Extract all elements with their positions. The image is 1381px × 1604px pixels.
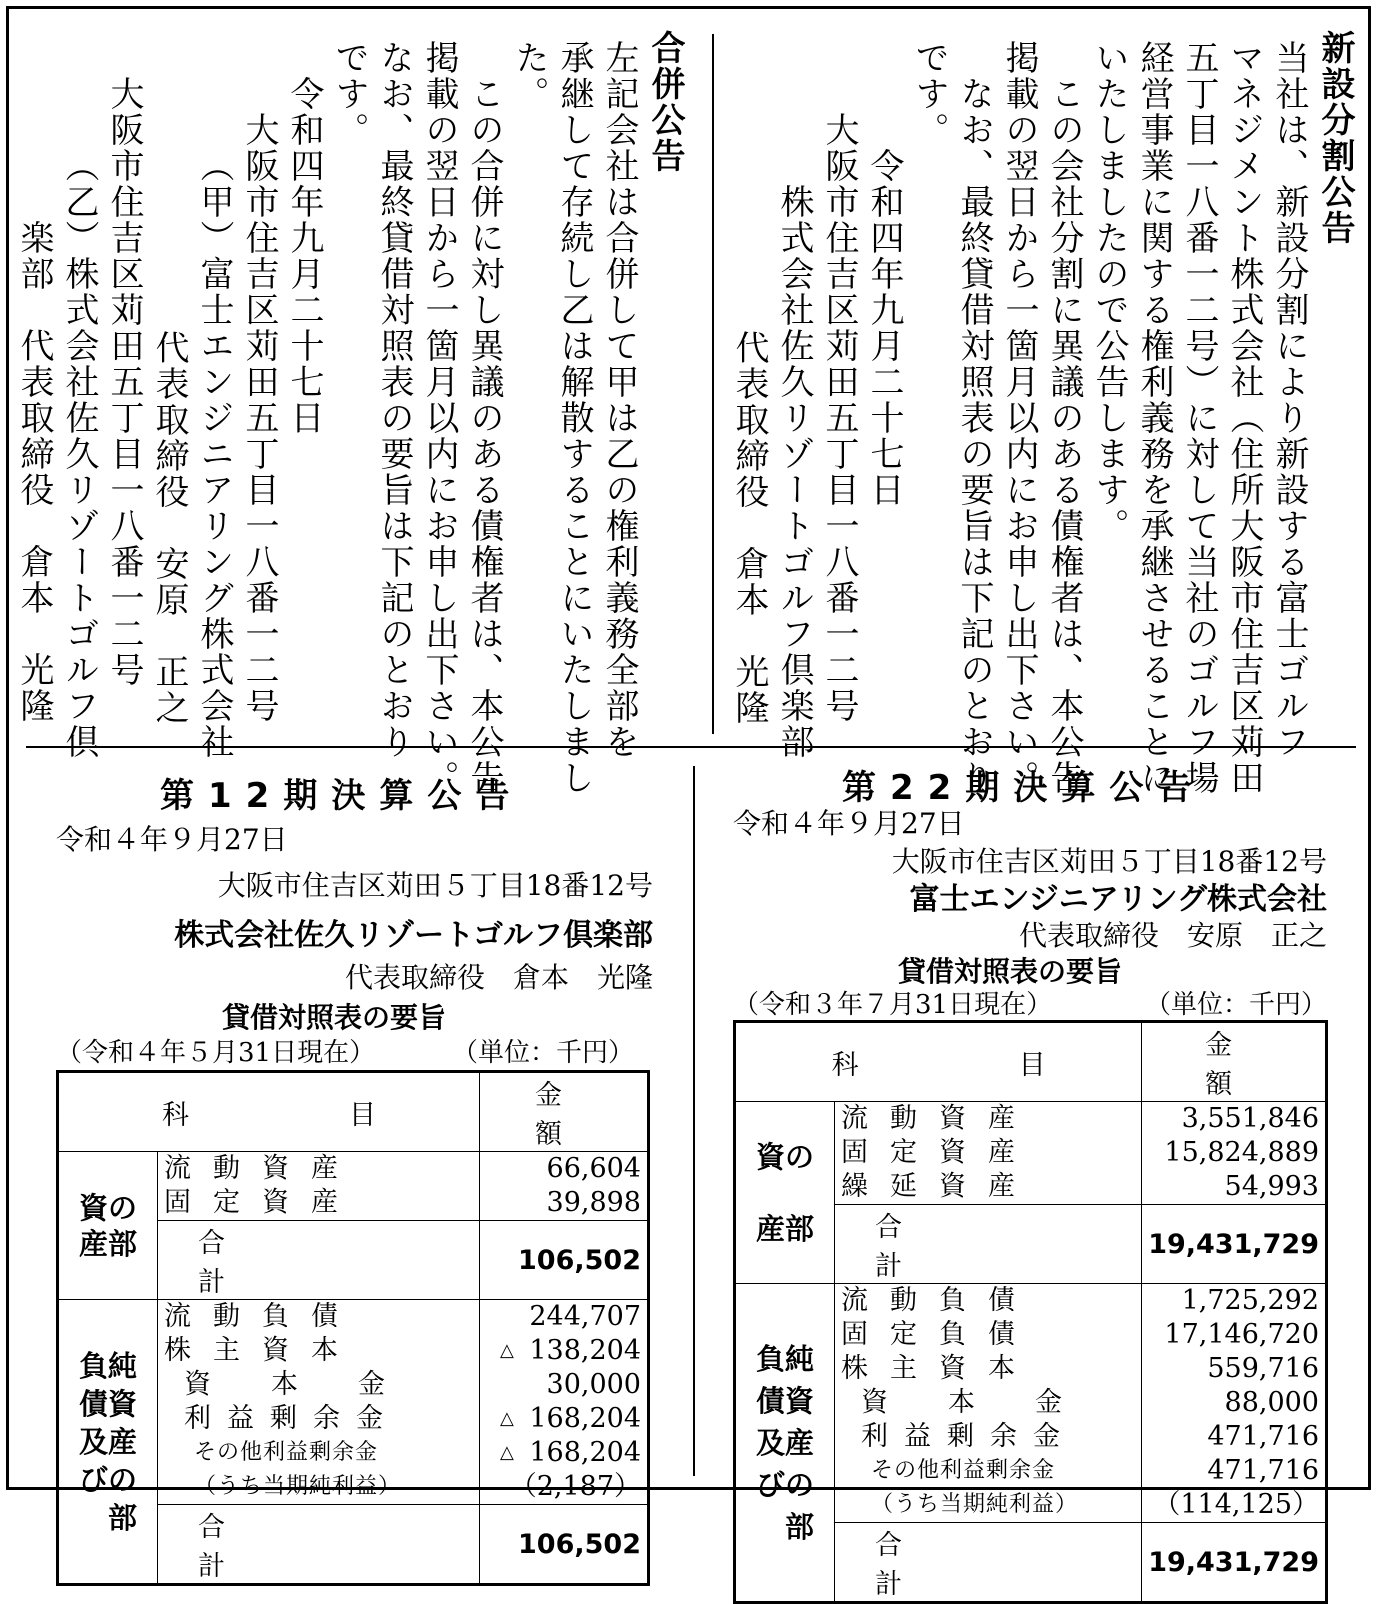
fs12-liab-value: （2,187）	[509, 1471, 641, 1502]
fs22-liab-item: その他利益剰余金	[871, 1458, 1056, 1483]
fs12-liab-item: その他利益剰余金	[194, 1440, 379, 1465]
split-notice-body-3: 五丁目一八番一二号）に対して当社のゴルフ場	[1179, 40, 1219, 796]
fs22-asset-value: 3,551,846	[1181, 1103, 1319, 1134]
merger-notice-body-7: です。	[329, 40, 369, 148]
split-notice-body-5: いたしましたので公告します。	[1089, 40, 1129, 544]
split-notice-company: 株式会社佐久リゾートゴルフ倶楽部	[774, 184, 814, 760]
merger-notice-date: 令和四年九月二十七日	[284, 76, 324, 436]
fs22-liab-item: 資本金	[861, 1387, 1122, 1418]
fs22-liab-item: 固定負債	[841, 1319, 1037, 1350]
fs12-liab-value-row	[486, 1470, 641, 1504]
merger-notice-body-3: た。	[509, 40, 549, 112]
split-notice-body-8: なお、最終貸借対照表の要旨は下記のとおり	[954, 76, 994, 796]
fs12-liab-amounts	[480, 1300, 649, 1505]
merger-kou-company: （甲）富士エンジニアリング株式会社	[194, 148, 234, 760]
fs22-liab-item: 利益剰余金	[861, 1421, 1076, 1452]
fs22-hdr-item-1: 科	[831, 1049, 859, 1081]
fs22-assets-label: 資の 産部	[735, 1102, 835, 1284]
bottom-column-divider	[693, 766, 695, 1476]
fs22-liab-total-label: 合計	[835, 1523, 1142, 1603]
fs12-liab-label: 負純 債資 及産 びの 部	[58, 1300, 158, 1585]
fs22-liab-value: 471,716	[1207, 1455, 1319, 1486]
fs22-liab-item: 株主資本	[841, 1353, 1037, 1384]
fs12-hdr-item-2: 目	[349, 1099, 376, 1131]
fs22-header-row	[735, 1022, 1327, 1102]
split-notice-body-6: この会社分割に異議のある債権者は、本公告	[1044, 76, 1084, 796]
fs22-header-amount: 金 額	[1142, 1022, 1327, 1102]
fs12-assets-label: 資の 産部	[58, 1152, 158, 1300]
fs12-liab-value-row	[486, 1300, 641, 1334]
fs22-address: 大阪市住吉区苅田５丁目18番12号	[891, 845, 1327, 878]
fs22-company: 富士エンジニアリング株式会社	[909, 882, 1327, 917]
triangle-icon: △	[500, 1442, 514, 1463]
merger-notice-body-4: この合併に対し異議のある債権者は、本公告	[464, 76, 504, 796]
fs12-hdr-item-1: 科	[162, 1099, 189, 1131]
merger-notice-title: 合併公告	[645, 30, 685, 174]
merger-notice-body-6: なお、最終貸借対照表の要旨は下記のとおり	[374, 40, 414, 760]
fs12-assets-rows	[58, 1152, 649, 1221]
fs12-company: 株式会社佐久リゾートゴルフ倶楽部	[174, 918, 653, 953]
fs22-bs-title: 貸借対照表の要旨	[898, 955, 1123, 988]
split-notice-title: 新設分割公告	[1315, 30, 1355, 246]
fs22-rep: 代表取締役 安原 正之	[1018, 919, 1327, 952]
fs22-asset-value: 54,993	[1224, 1171, 1319, 1202]
fs22-asset-item: 固定資産	[841, 1137, 1037, 1168]
fs22-liab-value: 559,716	[1207, 1353, 1319, 1384]
fs12-liab-value: 30,000	[546, 1369, 641, 1400]
fs12-liab-value: 168,204	[529, 1403, 641, 1434]
merger-notice-body-2: 承継して存続し乙は解散することにいたしまし	[554, 40, 594, 796]
fs12-liab-value: 244,707	[529, 1301, 641, 1332]
fs12-asset-items	[158, 1152, 480, 1221]
fs22-liab-items	[835, 1284, 1142, 1523]
merger-otsu-address: 大阪市住吉区苅田五丁目一八番一二号	[104, 76, 144, 688]
fs22-asset-item: 繰延資産	[841, 1171, 1037, 1202]
fs12-liab-rows	[58, 1300, 649, 1505]
fs22-asset-item: 流動資産	[841, 1103, 1037, 1134]
fs12-header-item	[58, 1072, 480, 1152]
fs12-liab-value-row	[486, 1402, 641, 1436]
fs12-asset-item: 固定資産	[164, 1187, 360, 1218]
fs12-asset-value: 66,604	[546, 1153, 641, 1184]
merger-otsu-rep: 楽部 代表取締役 倉本 光隆	[14, 220, 54, 724]
fs22-liab-value: 1,725,292	[1181, 1285, 1319, 1316]
fs12-header-row	[58, 1072, 649, 1152]
triangle-icon: △	[500, 1340, 514, 1361]
fs12-liab-value-row	[486, 1334, 641, 1368]
fs12-liab-value: 138,204	[529, 1335, 641, 1366]
fs12-liab-value: 168,204	[529, 1437, 641, 1468]
fs12-date: 令和４年９月27日	[56, 823, 288, 856]
fs22-liab-value: 88,000	[1224, 1387, 1319, 1418]
merger-otsu-company: （乙）株式会社佐久リゾートゴルフ倶	[59, 148, 99, 760]
split-notice-body-1: 当社は、新設分割により新設する富士ゴルフ	[1269, 40, 1309, 760]
fs12-liab-item: 利益剰余金	[184, 1403, 399, 1434]
merger-notice-body-5: 掲載の翌日から一箇月以内にお申し出下さい。	[419, 40, 459, 796]
fs12-assets-total: 106,502	[480, 1221, 649, 1300]
split-notice-date: 令和四年九月二十七日	[864, 148, 904, 508]
top-column-divider	[712, 34, 714, 734]
fs12-rep: 代表取締役 倉本 光隆	[344, 961, 653, 994]
triangle-icon: △	[500, 1408, 514, 1429]
fs12-liab-total-label: 合計	[158, 1505, 480, 1585]
fs12-liab-value-row	[486, 1368, 641, 1402]
fs22-liab-value: 17,146,720	[1164, 1319, 1319, 1350]
fs22-liab-rows	[735, 1284, 1327, 1523]
fs22-hdr-item-2: 目	[1018, 1049, 1046, 1081]
fs22-asset-items	[835, 1102, 1142, 1205]
fs12-balance-table	[56, 1070, 650, 1586]
fs22-assets-total: 19,431,729	[1142, 1205, 1327, 1284]
fs22-liab-total: 19,431,729	[1142, 1523, 1327, 1603]
fs12-liab-value-row	[486, 1436, 641, 1470]
split-notice-body-2: マネジメント株式会社（住所大阪市住吉区苅田	[1224, 40, 1264, 796]
split-notice-body-4: 経営事業に関する権利義務を承継させることに	[1134, 40, 1174, 796]
fs22-assets-rows	[735, 1102, 1327, 1205]
fs12-liab-item: 資本金	[184, 1369, 445, 1400]
fs22-as-of: （令和３年７月31日現在）	[733, 990, 1053, 1020]
fs12-asset-item: 流動資産	[164, 1153, 360, 1184]
fs12-liab-item: （うち当期純利益）	[194, 1474, 402, 1499]
fs22-asset-value: 15,824,889	[1164, 1137, 1319, 1168]
split-notice-body-9: です。	[909, 40, 949, 148]
fs12-asset-amounts	[480, 1152, 649, 1221]
split-notice-address: 大阪市住吉区苅田五丁目一八番一二号	[819, 112, 859, 724]
merger-kou-rep: 代表取締役 安原 正之	[149, 330, 189, 726]
split-notice-rep: 代表取締役 倉本 光隆	[729, 330, 769, 726]
fs22-liab-item: （うち当期純利益）	[871, 1492, 1079, 1517]
fs22-title: 第22期決算公告	[842, 768, 1206, 808]
fs12-liab-item: 株主資本	[164, 1335, 360, 1366]
fs22-liab-value: 471,716	[1207, 1421, 1319, 1452]
split-notice-body-7: 掲載の翌日から一箇月以内にお申し出下さい。	[999, 40, 1039, 796]
fs12-header-amount: 金 額	[480, 1072, 649, 1152]
fs12-liab-item: 流動負債	[164, 1301, 360, 1332]
fs12-as-of: （令和４年５月31日現在）	[56, 1038, 376, 1068]
fs12-assets-total-label: 合計	[158, 1221, 480, 1300]
fs12-unit: （単位：千円）	[452, 1038, 635, 1068]
fs22-liab-value: （114,125）	[1153, 1489, 1319, 1520]
fs12-liab-items	[158, 1300, 480, 1505]
merger-kou-address: 大阪市住吉区苅田五丁目一八番一二号	[239, 112, 279, 724]
fs12-title: 第12期決算公告	[160, 776, 524, 816]
fs22-assets-total-label: 合計	[835, 1205, 1142, 1284]
fs22-unit: （単位：千円）	[1144, 990, 1327, 1020]
fs22-liab-amounts	[1142, 1284, 1327, 1523]
fs22-header-item	[735, 1022, 1142, 1102]
fs12-liab-total: 106,502	[480, 1505, 649, 1585]
fs12-address: 大阪市住吉区苅田５丁目18番12号	[217, 869, 653, 902]
fs22-liab-item: 流動負債	[841, 1285, 1037, 1316]
fs22-date: 令和４年９月27日	[733, 807, 965, 840]
fs12-asset-value: 39,898	[546, 1187, 641, 1218]
merger-notice-body-1: 左記会社は合併して甲は乙の権利義務全部を	[599, 40, 639, 760]
fs22-balance-table	[733, 1020, 1328, 1604]
fs12-bs-title: 貸借対照表の要旨	[222, 1001, 447, 1034]
fs22-asset-amounts	[1142, 1102, 1327, 1205]
fs22-liab-label: 負純 債資 及産 びの 部	[735, 1284, 835, 1603]
